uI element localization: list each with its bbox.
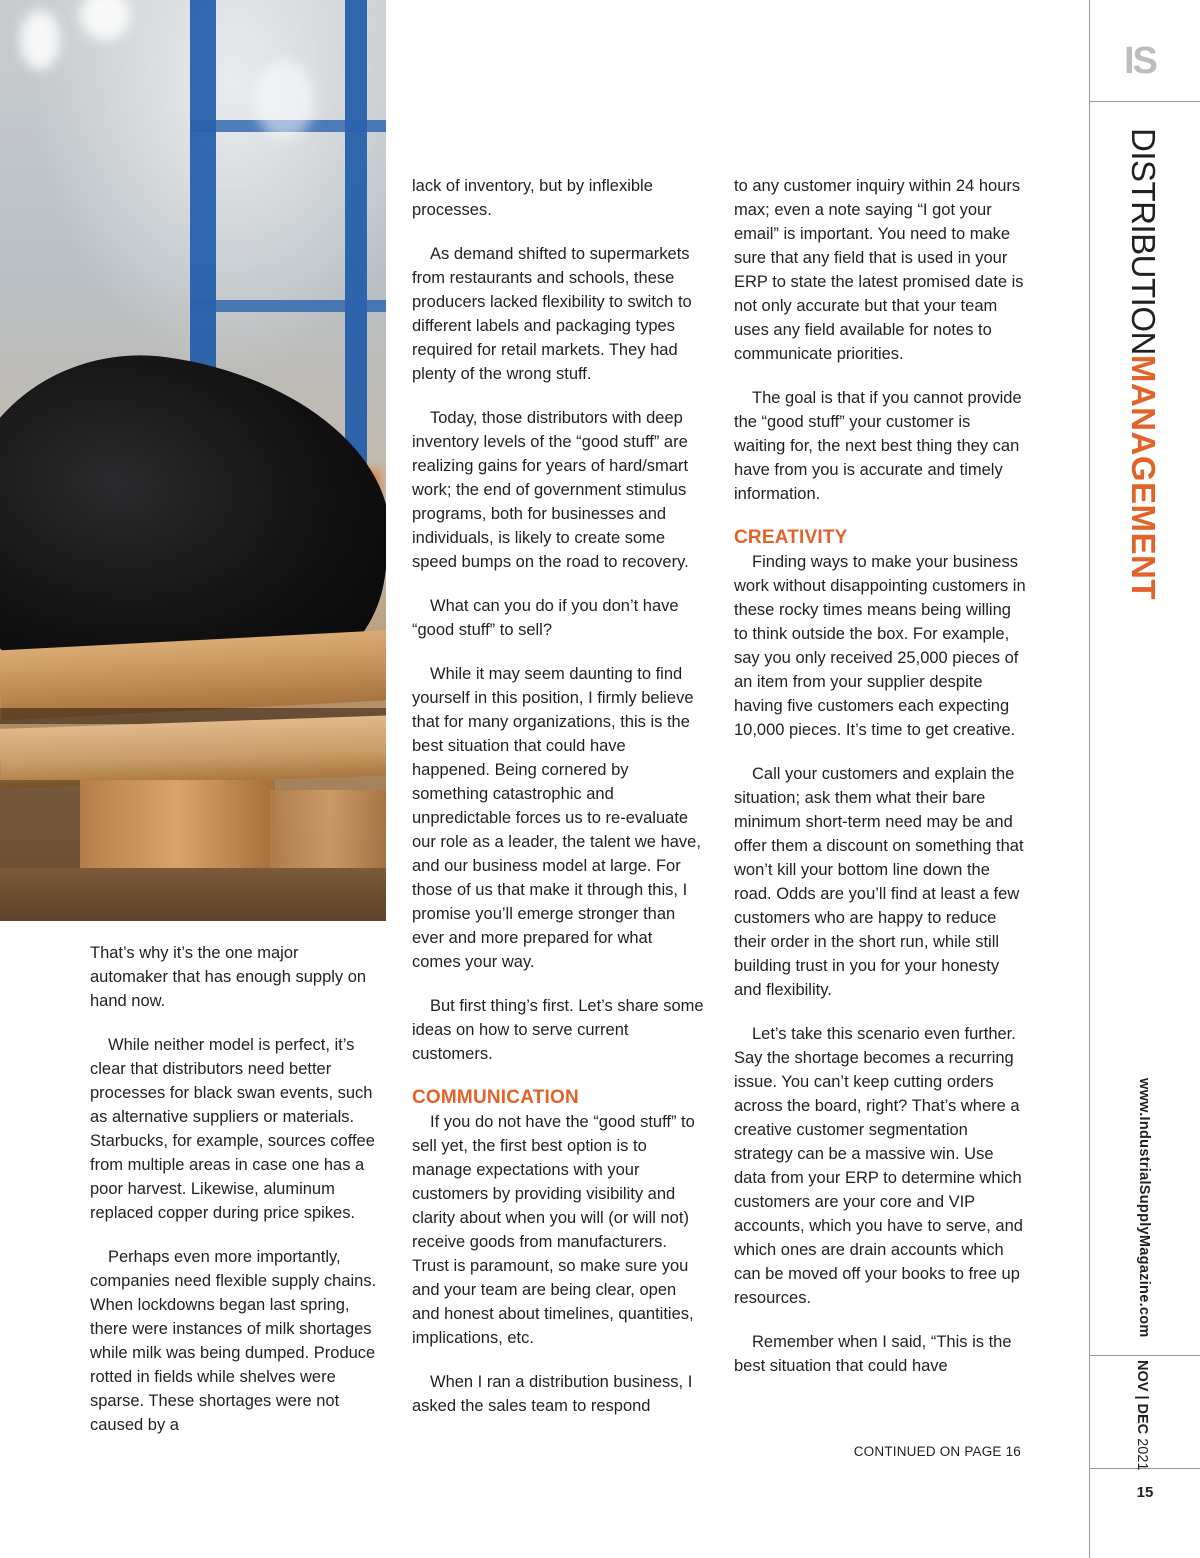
paragraph: When I ran a distribution business, I asked the sales team to respond <box>412 1373 693 1415</box>
warehouse-pallet-photo <box>0 0 386 921</box>
website-url: www.IndustrialSupplyMagazine.com <box>1136 1078 1152 1338</box>
section-title-light: DISTRIBUTION <box>1125 128 1162 355</box>
paragraph: Finding ways to make your business work without disappointing customers in these rocky times means being willing to think outside the box. For example, say you only received 25,000 pieces of an item from your supplier despite having five customers each expecting 10,000 pieces. It’s time to get creative. <box>734 553 1026 739</box>
paragraph: Let’s take this scenario even further. Say the shortage becomes a recurring issue. You can’t keep cutting orders across the board, right? That’s where a creative customer segmentation strategy can be a massive win. Use data from your ERP to determine which customers are your core and VIP accounts, which you have to serve, and which ones are drain accounts which can be moved off your books to free up resources. <box>734 1025 1023 1307</box>
magazine-logo: IS <box>1124 40 1156 82</box>
issue-year: 2021 <box>1134 1438 1150 1471</box>
article-column-3 <box>734 174 1026 1398</box>
article-column-2 <box>412 174 704 1438</box>
continued-on-label: CONTINUED ON PAGE 16 <box>853 1444 1021 1459</box>
paragraph: While neither model is perfect, it’s clear that distributors need better processes for black swan events, such as alternative suppliers or materials. Starbucks, for example, sources coffee from multiple areas in case one has a poor harvest. Likewise, aluminum replaced copper during price spikes. <box>90 1036 375 1222</box>
paragraph: While it may seem daunting to find yourself in this position, I firmly believe that for many organizations, this is the best situation that could have happened. Being cornered by something catastrophic and unpredictable forces us to re-evaluate our role as a leader, the talent we have, and our business model at large. For those of us that make it through this, I promise you’ll emerge stronger than ever and more prepared for what comes your way. <box>412 665 701 971</box>
section-title-bold: MANAGEMENT <box>1125 354 1162 600</box>
section-heading-creativity: CREATIVITY <box>734 527 848 548</box>
paragraph: Perhaps even more importantly, companies need flexible supply chains. When lockdowns began last spring, there were instances of milk shortages while milk was being dumped. Produce rotted in fields while shelves were sparse. These shortages were not caused by a <box>90 1248 377 1434</box>
page-number: 15 <box>1136 1484 1154 1501</box>
section-title <box>1126 128 1160 600</box>
paragraph: The goal is that if you cannot provide the “good stuff” your customer is waiting for, the next best thing they can have from you is accurate and timely information. <box>734 389 1022 503</box>
section-heading-communication: COMMUNICATION <box>412 1087 579 1108</box>
paragraph: Remember when I said, “This is the best situation that could have <box>734 1333 1012 1375</box>
issue-date <box>1134 1360 1150 1470</box>
margin-divider <box>1089 0 1090 1558</box>
paragraph: What can you do if you don’t have “good stuff” to sell? <box>412 597 679 639</box>
margin-rule-top <box>1090 101 1200 102</box>
paragraph: As demand shifted to supermarkets from restaurants and schools, these producers lacked flexibility to switch to different labels and packaging types required for retail markets. They had plenty of the wrong stuff. <box>412 245 692 383</box>
issue-months: NOV | DEC <box>1134 1360 1150 1435</box>
paragraph: That’s why it’s the one major automaker that has enough supply on hand now. <box>90 944 367 1010</box>
paragraph: Call your customers and explain the situation; ask them what their bare minimum short-term need may be and offer them a discount on something that won’t kill your bottom line down the road. Odds are you’ll find at least a few customers who are happy to reduce their order in the short run, while still building trust in you for your honesty and flexibility. <box>734 765 1024 999</box>
paragraph: If you do not have the “good stuff” to sell yet, the first best option is to manage expectations with your customers by providing visibility and clarity about when you will (or will not) receive goods from manufacturers. Trust is paramount, so make sure you and your team are being clear, open and honest about timelines, quantities, implications, etc. <box>412 1113 695 1347</box>
paragraph: to any customer inquiry within 24 hours max; even a note saying “I got your email” is important. You need to make sure that any field that is used in your ERP to state the latest promised date is not only accurate but that your team uses any field available for notes to communicate priorities. <box>734 177 1024 363</box>
paragraph: But first thing’s first. Let’s share some ideas on how to serve current customers. <box>412 997 704 1063</box>
paragraph: lack of inventory, but by inflexible processes. <box>412 177 653 219</box>
article-column-1 <box>90 941 380 1457</box>
margin-rule-issue <box>1090 1355 1200 1356</box>
paragraph: Today, those distributors with deep inventory levels of the “good stuff” are realizing gains for years of hard/smart work; the end of government stimulus programs, both for businesses and individuals, is likely to create some speed bumps on the road to recovery. <box>412 409 689 571</box>
